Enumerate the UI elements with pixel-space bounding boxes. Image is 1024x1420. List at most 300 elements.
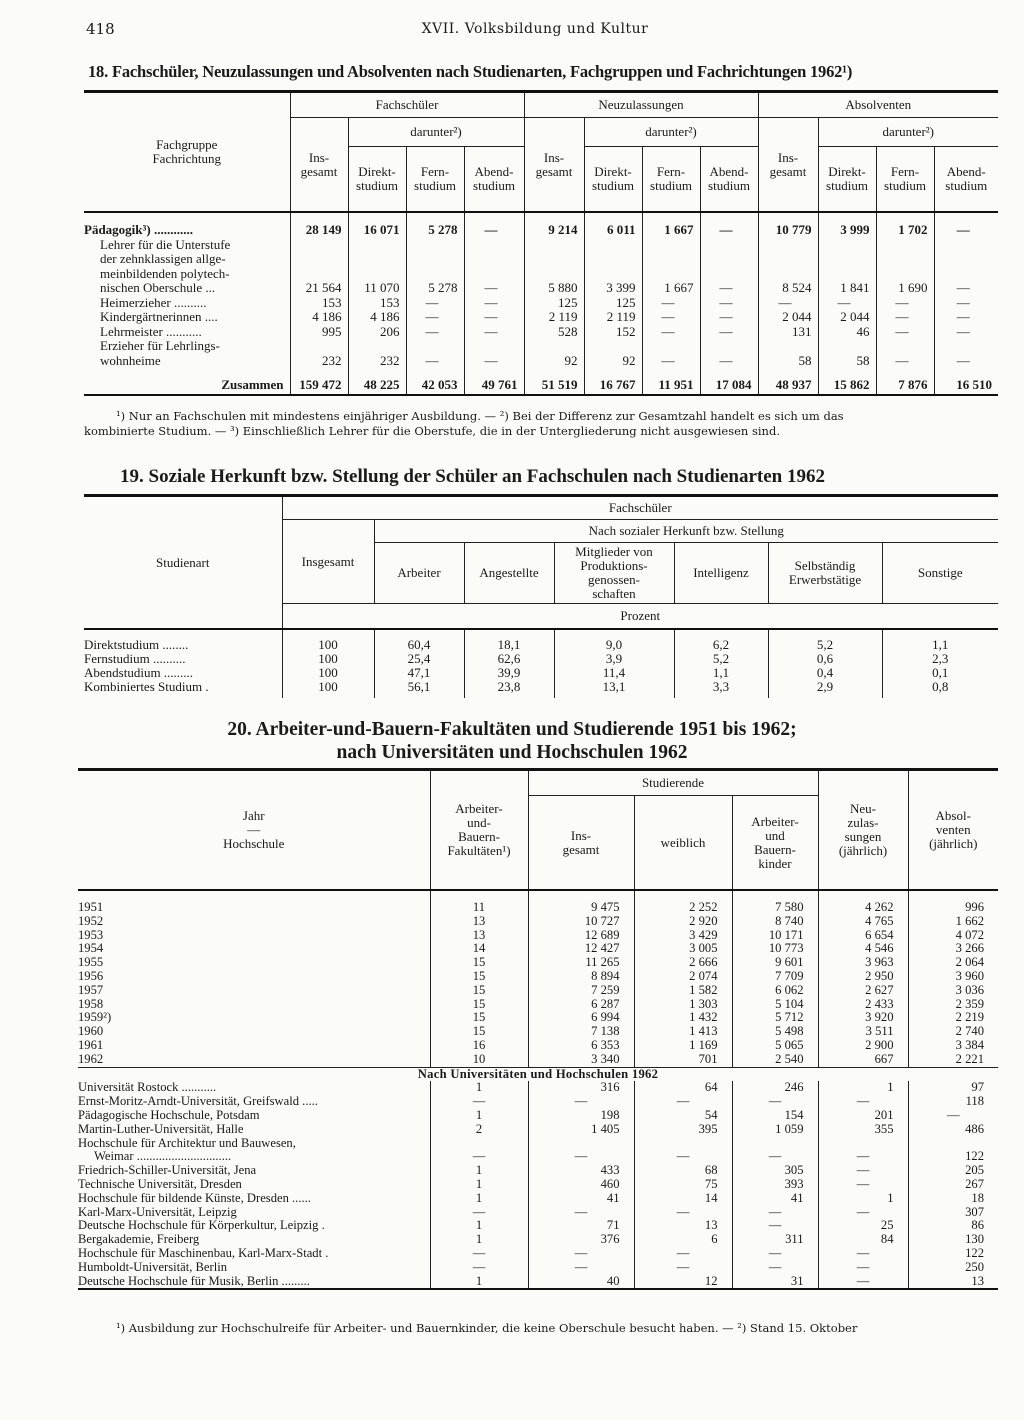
t19-col-header: Sonstige: [882, 543, 998, 604]
cell-value: 2,9: [768, 680, 882, 698]
cell-value: 1,1: [674, 666, 768, 680]
cell-value: 25: [818, 1219, 908, 1233]
row-label: Fernstudium ..........: [84, 652, 186, 666]
t18-stub-head-2: Fachrichtung: [152, 151, 222, 166]
t19-body: [84, 629, 998, 698]
cell-value: 1 690: [876, 281, 934, 296]
cell-value: 8 894: [528, 970, 634, 984]
cell-value: [876, 252, 934, 267]
cell-value: —: [818, 1206, 908, 1220]
cell-value: —: [908, 1109, 998, 1123]
cell-value: 41: [528, 1192, 634, 1206]
cell-value: 701: [634, 1053, 732, 1067]
row-label: Ernst-Moritz-Arndt-Universität, Greifswald .....: [78, 1095, 318, 1109]
table-row: [84, 325, 998, 340]
cell-value: 47,1: [374, 666, 464, 680]
t18-stub-head-1: Fachgruppe: [156, 137, 218, 152]
cell-value: [290, 267, 348, 282]
year-row: [78, 1011, 998, 1025]
cell-value: [732, 1137, 818, 1151]
cell-value: 14: [634, 1192, 732, 1206]
cell-value: 2 119: [584, 310, 642, 325]
cell-value: —: [634, 1247, 732, 1261]
cell-value: 2 359: [908, 998, 998, 1012]
cell-value: —: [732, 1261, 818, 1275]
row-label: 1962: [78, 1052, 104, 1066]
cell-value: 0,4: [768, 666, 882, 680]
cell-value: [406, 238, 464, 253]
cell-value: [290, 252, 348, 267]
cell-value: [908, 1137, 998, 1151]
school-row: [78, 1137, 998, 1151]
cell-value: 0,6: [768, 652, 882, 666]
cell-value: 201: [818, 1109, 908, 1123]
row-label: Kindergärtnerinnen ....: [100, 310, 218, 324]
table-row: [84, 296, 998, 311]
cell-value: 5 278: [406, 281, 464, 296]
year-row: [78, 984, 998, 998]
cell-value: 3 429: [634, 929, 732, 943]
cell-value: 10 171: [732, 929, 818, 943]
cell-value: [758, 267, 818, 282]
section-title: XVII. Volksbildung und Kultur: [421, 21, 649, 37]
cell-value: 3 399: [584, 281, 642, 296]
cell-value: 9,0: [554, 629, 674, 652]
cell-value: 0,1: [882, 666, 998, 680]
cell-value: 41: [732, 1192, 818, 1206]
cell-value: —: [818, 1178, 908, 1192]
cell-value: —: [818, 1247, 908, 1261]
cell-value: 307: [908, 1206, 998, 1220]
cell-value: 2 540: [732, 1053, 818, 1067]
table-row: [84, 354, 998, 369]
cell-value: 2 740: [908, 1025, 998, 1039]
cell-value: 3 384: [908, 1039, 998, 1053]
cell-value: 97: [908, 1081, 998, 1095]
cell-value: 2 252: [634, 890, 732, 915]
row-label: 1956: [78, 969, 104, 983]
row-label: 1958: [78, 997, 104, 1011]
cell-value: 5,2: [768, 629, 882, 652]
cell-value: 198: [528, 1109, 634, 1123]
school-row: [78, 1192, 998, 1206]
cell-value: 62,6: [464, 652, 554, 666]
cell-value: 14: [430, 942, 528, 956]
cell-value: 122: [908, 1247, 998, 1261]
cell-value: —: [700, 325, 758, 340]
row-label: 1953: [78, 928, 104, 942]
school-row: [78, 1123, 998, 1137]
year-row: [78, 929, 998, 943]
cell-value: 2 074: [634, 970, 732, 984]
cell-value: 12 689: [528, 929, 634, 943]
cell-value: [818, 339, 876, 354]
t20-col-insgesamt: Ins- gesamt: [528, 796, 634, 891]
row-label: Kombiniertes Studium .: [84, 680, 209, 694]
t18-sub-fern-1: Fern- studium: [406, 147, 464, 213]
cell-value: 11,4: [554, 666, 674, 680]
cell-value: 84: [818, 1233, 908, 1247]
t20-stub-header: [78, 770, 430, 891]
cell-value: 125: [524, 296, 584, 311]
cell-value: 154: [732, 1109, 818, 1123]
cell-value: 2: [430, 1123, 528, 1137]
cell-value: 1 582: [634, 984, 732, 998]
cell-value: 4 546: [818, 942, 908, 956]
cell-value: 5 498: [732, 1025, 818, 1039]
cell-value: 5,2: [674, 652, 768, 666]
table-18: [84, 90, 998, 396]
cell-value: 3 036: [908, 984, 998, 998]
t19-unit: Prozent: [282, 604, 998, 630]
cell-value: 100: [282, 652, 374, 666]
cell-value: [934, 339, 998, 354]
cell-value: 7 709: [732, 970, 818, 984]
row-label: wohnheime: [100, 353, 161, 368]
table-row: [84, 680, 998, 698]
cell-value: [934, 238, 998, 253]
year-row: [78, 890, 998, 915]
cell-value: 1 405: [528, 1123, 634, 1137]
cell-value: 2 950: [818, 970, 908, 984]
cell-value: —: [634, 1206, 732, 1220]
t18-group-absolventen: Absolventen: [758, 92, 998, 118]
row-label: Deutsche Hochschule für Musik, Berlin .........: [78, 1275, 430, 1290]
row-label: 1952: [78, 914, 104, 928]
cell-value: —: [818, 1164, 908, 1178]
t20-col-absolventen: Absol- venten (jährlich): [908, 770, 998, 891]
cell-value: [290, 339, 348, 354]
cell-value: [758, 339, 818, 354]
cell-value: [584, 267, 642, 282]
row-label: Deutsche Hochschule für Körperkultur, Leipzig .: [78, 1219, 325, 1233]
cell-value: —: [934, 281, 998, 296]
table-20-title-2: nach Universitäten und Hochschulen 1962: [336, 742, 688, 763]
t20-stub-head-2: Hochschule: [223, 836, 285, 851]
cell-value: 1: [430, 1219, 528, 1233]
cell-value: [348, 238, 406, 253]
cell-value: 206: [348, 325, 406, 340]
cell-value: 395: [634, 1123, 732, 1137]
cell-value: 393: [732, 1178, 818, 1192]
t18-insgesamt-1: Ins- gesamt: [290, 118, 348, 213]
row-label: meinbildenden polytech-: [100, 266, 230, 281]
cell-value: [584, 339, 642, 354]
cell-value: 2 666: [634, 956, 732, 970]
page-header: [86, 20, 984, 42]
school-row: [78, 1150, 998, 1164]
page-number: 418: [86, 20, 115, 38]
cell-value: 667: [818, 1053, 908, 1067]
row-label: 1960: [78, 1025, 104, 1039]
cell-value: [934, 252, 998, 267]
cell-value: 2 221: [908, 1053, 998, 1067]
cell-value: [700, 238, 758, 253]
cell-value: [818, 238, 876, 253]
cell-value: [348, 252, 406, 267]
cell-value: —: [430, 1261, 528, 1275]
t18-insgesamt-2: Ins- gesamt: [524, 118, 584, 213]
cell-value: [524, 267, 584, 282]
cell-value: —: [642, 310, 700, 325]
cell-value: 15: [430, 956, 528, 970]
row-label: 1959²): [78, 1011, 112, 1025]
t18-insgesamt-3: Ins- gesamt: [758, 118, 818, 213]
cell-value: —: [406, 325, 464, 340]
t19-col-header: Selbständig Erwerbstätige: [768, 543, 882, 604]
cell-value: 6 654: [818, 929, 908, 943]
year-row: [78, 915, 998, 929]
cell-value: 2 219: [908, 1011, 998, 1025]
cell-value: 232: [348, 354, 406, 369]
table-20-title-1: 20. Arbeiter-und-Bauern-Fakultäten und Studierende 1951 bis 1962;: [227, 719, 797, 740]
t18-darunter-2: darunter²): [584, 118, 758, 147]
cell-value: 13: [430, 915, 528, 929]
year-row: [78, 1053, 998, 1067]
cell-value: —: [700, 310, 758, 325]
cell-value: [818, 1137, 908, 1151]
cell-value: 5 880: [524, 281, 584, 296]
cell-value: [524, 252, 584, 267]
table-row: [84, 310, 998, 325]
cell-value: —: [430, 1247, 528, 1261]
school-row: [78, 1219, 998, 1233]
cell-value: [524, 238, 584, 253]
cell-value: —: [732, 1206, 818, 1220]
t18-sub-fern-2: Fern- studium: [642, 147, 700, 213]
cell-value: 6: [634, 1233, 732, 1247]
cell-value: 3 005: [634, 942, 732, 956]
year-row: [78, 998, 998, 1012]
cell-value: —: [528, 1206, 634, 1220]
cell-value: 3 963: [818, 956, 908, 970]
cell-value: —: [934, 296, 998, 311]
row-label: nischen Oberschule ...: [100, 281, 216, 295]
cell-value: 92: [524, 354, 584, 369]
cell-value: [876, 339, 934, 354]
cell-value: —: [634, 1150, 732, 1164]
cell-value: 1: [818, 1081, 908, 1095]
cell-value: 1: [818, 1192, 908, 1206]
cell-value: 1: [430, 1233, 528, 1247]
row-label: 1955: [78, 956, 104, 970]
cell-value: —: [876, 310, 934, 325]
cell-value: 3,3: [674, 680, 768, 698]
cell-value: 40: [528, 1275, 634, 1290]
cell-value: 12 427: [528, 942, 634, 956]
cell-value: 7 580: [732, 890, 818, 915]
cell-value: [642, 252, 700, 267]
cell-value: 86: [908, 1219, 998, 1233]
cell-value: 11 070: [348, 281, 406, 296]
cell-value: 1 059: [732, 1123, 818, 1137]
cell-value: —: [464, 212, 524, 238]
cell-value: —: [818, 296, 876, 311]
t18-sub-fern-3: Fern- studium: [876, 147, 934, 213]
t20-subheading: Nach Universitäten und Hochschulen 1962: [78, 1067, 998, 1081]
cell-value: 10 779: [758, 212, 818, 238]
cell-value: 100: [282, 666, 374, 680]
cell-value: 15: [430, 998, 528, 1012]
t19-col-header: Mitglieder von Produktions- genossen- schaften: [554, 543, 674, 604]
row-label: Bergakademie, Freiberg: [78, 1233, 200, 1247]
cell-value: —: [876, 354, 934, 369]
row-label: Hochschule für Architektur und Bauwesen,: [78, 1136, 296, 1150]
t19-col-header: Angestellte: [464, 543, 554, 604]
cell-value: —: [464, 310, 524, 325]
cell-value: [290, 238, 348, 253]
t19-col-header: Arbeiter: [374, 543, 464, 604]
cell-value: 10 727: [528, 915, 634, 929]
row-label: Zusammen: [84, 368, 290, 395]
cell-value: 1 303: [634, 998, 732, 1012]
cell-value: 118: [908, 1095, 998, 1109]
cell-value: 16: [430, 1039, 528, 1053]
cell-value: 28 149: [290, 212, 348, 238]
cell-value: 159 472: [290, 368, 348, 395]
cell-value: 58: [818, 354, 876, 369]
cell-value: [700, 267, 758, 282]
cell-value: 12: [634, 1275, 732, 1290]
cell-value: 46: [818, 325, 876, 340]
cell-value: 6 062: [732, 984, 818, 998]
cell-value: [700, 252, 758, 267]
cell-value: 1: [430, 1192, 528, 1206]
cell-value: —: [430, 1150, 528, 1164]
cell-value: 13: [908, 1275, 998, 1290]
cell-value: —: [642, 296, 700, 311]
row-label: Pädagogik³) ............: [84, 222, 193, 237]
year-row: [78, 1025, 998, 1039]
t18-total-row: [84, 368, 998, 395]
cell-value: 11 951: [642, 368, 700, 395]
cell-value: —: [876, 325, 934, 340]
cell-value: —: [818, 1150, 908, 1164]
cell-value: —: [818, 1095, 908, 1109]
year-row: [78, 942, 998, 956]
cell-value: 1 667: [642, 281, 700, 296]
cell-value: 4 262: [818, 890, 908, 915]
cell-value: 122: [908, 1150, 998, 1164]
t19-insgesamt: Insgesamt: [282, 520, 374, 604]
cell-value: 355: [818, 1123, 908, 1137]
cell-value: 2,3: [882, 652, 998, 666]
cell-value: [758, 238, 818, 253]
cell-value: 486: [908, 1123, 998, 1137]
cell-value: —: [464, 325, 524, 340]
cell-value: 6 287: [528, 998, 634, 1012]
cell-value: 5 278: [406, 212, 464, 238]
cell-value: 60,4: [374, 629, 464, 652]
cell-value: —: [464, 296, 524, 311]
cell-value: —: [642, 325, 700, 340]
cell-value: 71: [528, 1219, 634, 1233]
cell-value: 15: [430, 970, 528, 984]
cell-value: 48 937: [758, 368, 818, 395]
table-19-title: 19. Soziale Herkunft bzw. Stellung der Schüler an Fachschulen nach Studienarten 1962: [120, 466, 826, 487]
cell-value: 25,4: [374, 652, 464, 666]
t18-group-fachschueler: Fachschüler: [290, 92, 524, 118]
cell-value: 1,1: [882, 629, 998, 652]
t20-stub-head-dash: —: [247, 822, 261, 837]
cell-value: [406, 267, 464, 282]
cell-value: —: [758, 296, 818, 311]
year-row: [78, 1039, 998, 1053]
t18-darunter-3: darunter²): [818, 118, 998, 147]
cell-value: —: [406, 296, 464, 311]
row-label: 1961: [78, 1038, 104, 1052]
cell-value: —: [406, 310, 464, 325]
row-label: Direktstudium ........: [84, 637, 189, 652]
t18-sub-direkt-3: Direkt- studium: [818, 147, 876, 213]
cell-value: —: [528, 1095, 634, 1109]
row-label: Pädagogische Hochschule, Potsdam: [78, 1108, 260, 1122]
row-label: Erzieher für Lehrlings-: [100, 339, 220, 353]
t20-footnote: ¹) Ausbildung zur Hochschulreife für Arbeiter- und Bauernkinder, die keine Oberschule besucht haben. — ²) Stand 15. Oktober: [116, 1321, 858, 1335]
cell-value: 92: [584, 354, 642, 369]
cell-value: —: [464, 354, 524, 369]
cell-value: 100: [282, 629, 374, 652]
row-label: Heimerzieher ..........: [100, 295, 207, 310]
cell-value: 7 259: [528, 984, 634, 998]
cell-value: 3 960: [908, 970, 998, 984]
cell-value: [430, 1137, 528, 1151]
cell-value: [876, 238, 934, 253]
table-row: [84, 629, 998, 652]
table-row: [84, 666, 998, 680]
cell-value: [348, 267, 406, 282]
cell-value: 51 519: [524, 368, 584, 395]
row-label: Universität Rostock ...........: [78, 1081, 217, 1095]
t20-col-weiblich: weiblich: [634, 796, 732, 891]
cell-value: 1 169: [634, 1039, 732, 1053]
cell-value: —: [700, 281, 758, 296]
t18-footnote-2: kombinierte Studium. — ³) Einschließlich Lehrer für die Oberstufe, die in der Untergliederung nicht ausgewiesen sind.: [84, 424, 780, 438]
year-row: [78, 956, 998, 970]
t20-col-abf: Arbeiter- und- Bauern- Fakultäten¹): [430, 770, 528, 891]
t18-group-neuzulassungen: Neuzulassungen: [524, 92, 758, 118]
cell-value: 31: [732, 1275, 818, 1290]
cell-value: [818, 252, 876, 267]
cell-value: [406, 339, 464, 354]
t18-body: [84, 212, 998, 395]
cell-value: 5 065: [732, 1039, 818, 1053]
cell-value: —: [528, 1247, 634, 1261]
cell-value: 13: [430, 929, 528, 943]
cell-value: [464, 252, 524, 267]
cell-value: [584, 252, 642, 267]
school-row: [78, 1081, 998, 1095]
t20-body: [78, 890, 998, 1289]
row-label: Lehrer für die Unterstufe: [100, 237, 231, 252]
cell-value: 1 702: [876, 212, 934, 238]
school-row: [78, 1109, 998, 1123]
table-20: [78, 768, 998, 1290]
cell-value: —: [634, 1261, 732, 1275]
table-row: [84, 267, 998, 282]
cell-value: 16 071: [348, 212, 406, 238]
cell-value: 6 011: [584, 212, 642, 238]
table-row: [84, 252, 998, 267]
cell-value: 2 119: [524, 310, 584, 325]
cell-value: 4 072: [908, 929, 998, 943]
cell-value: 18,1: [464, 629, 554, 652]
cell-value: 316: [528, 1081, 634, 1095]
cell-value: —: [732, 1247, 818, 1261]
cell-value: 2 044: [758, 310, 818, 325]
cell-value: [876, 267, 934, 282]
cell-value: —: [934, 354, 998, 369]
